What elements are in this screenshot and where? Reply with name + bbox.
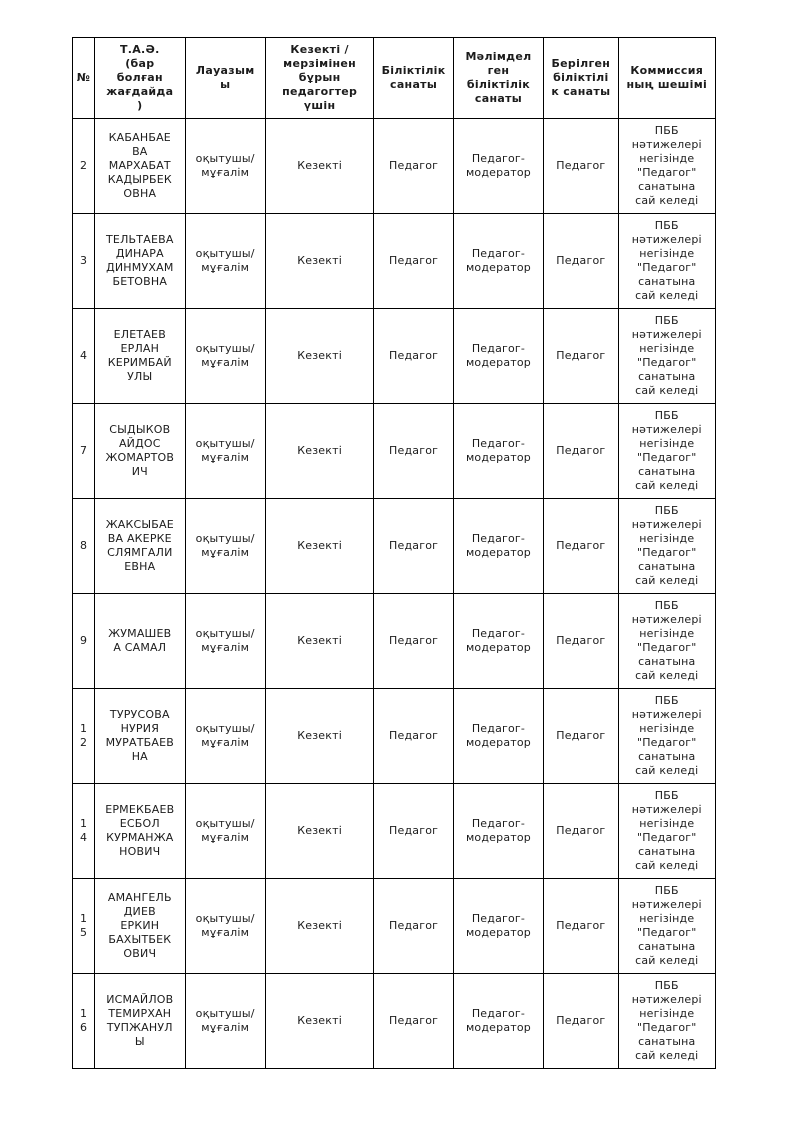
position-cell: оқытушы/​мұғалім bbox=[185, 309, 265, 404]
table-row bbox=[73, 594, 716, 689]
awarded-category-cell: Педагог bbox=[544, 214, 618, 309]
teacher-name-cell: ЕЛЕТАЕВ ЕРЛАН КЕРИМБАЙ​УЛЫ bbox=[95, 309, 185, 404]
declared-category-cell: Педагог-модератор bbox=[453, 404, 543, 499]
attestation-type-cell: Кезекті bbox=[265, 119, 374, 214]
current-category-cell: Педагог bbox=[374, 404, 453, 499]
row-number-cell: 2 bbox=[73, 119, 95, 214]
teacher-name-cell: ЕРМЕКБАЕВ ЕСБОЛ КУРМАНЖА​НОВИЧ bbox=[95, 784, 185, 879]
row-number-cell: 15 bbox=[73, 879, 95, 974]
table-row bbox=[73, 974, 716, 1069]
teacher-name-cell: ЖАКСЫБАЕ​ВА АКЕРКЕ СЛЯМГАЛИ​ЕВНА bbox=[95, 499, 185, 594]
declared-category-cell: Педагог-модератор bbox=[453, 309, 543, 404]
attestation-type-cell: Кезекті bbox=[265, 499, 374, 594]
attestation-type-cell: Кезекті bbox=[265, 404, 374, 499]
attestation-type-cell: Кезекті bbox=[265, 689, 374, 784]
awarded-category-cell: Педагог bbox=[544, 119, 618, 214]
table-row bbox=[73, 309, 716, 404]
position-cell: оқытушы/​мұғалім bbox=[185, 594, 265, 689]
declared-category-cell: Педагог-модератор bbox=[453, 879, 543, 974]
row-number-cell: 3 bbox=[73, 214, 95, 309]
col-header-position: Лауазымы bbox=[185, 38, 265, 119]
row-number-cell: 16 bbox=[73, 974, 95, 1069]
attestation-type-cell: Кезекті bbox=[265, 594, 374, 689]
current-category-cell: Педагог bbox=[374, 784, 453, 879]
col-header-attestation-type: Кезекті / мерзімінен бұрын педагогтер үшін bbox=[265, 38, 374, 119]
teacher-name-cell: АМАНГЕЛЬ​ДИЕВ ЕРКИН БАХЫТБЕК​ОВИЧ bbox=[95, 879, 185, 974]
table-row bbox=[73, 879, 716, 974]
awarded-category-cell: Педагог bbox=[544, 404, 618, 499]
declared-category-cell: Педагог-модератор bbox=[453, 214, 543, 309]
attestation-type-cell: Кезекті bbox=[265, 974, 374, 1069]
col-header-commission-decision: Коммиссия​ның шешімі bbox=[618, 38, 715, 119]
teacher-name-cell: ЖУМАШЕВ​А САМАЛ bbox=[95, 594, 185, 689]
col-header-num: № bbox=[73, 38, 95, 119]
current-category-cell: Педагог bbox=[374, 879, 453, 974]
commission-decision-cell: ПББ нәтижелері негізінде "Педагог" санатына сай келеді bbox=[618, 594, 715, 689]
current-category-cell: Педагог bbox=[374, 214, 453, 309]
commission-decision-cell: ПББ нәтижелері негізінде "Педагог" санатына сай келеді bbox=[618, 404, 715, 499]
position-cell: оқытушы/​мұғалім bbox=[185, 214, 265, 309]
col-header-current-category: Біліктілік санаты bbox=[374, 38, 453, 119]
awarded-category-cell: Педагог bbox=[544, 499, 618, 594]
attestation-type-cell: Кезекті bbox=[265, 879, 374, 974]
declared-category-cell: Педагог-модератор bbox=[453, 974, 543, 1069]
awarded-category-cell: Педагог bbox=[544, 689, 618, 784]
commission-decision-cell: ПББ нәтижелері негізінде "Педагог" санатына сай келеді bbox=[618, 689, 715, 784]
teacher-name-cell: ТУРУСОВА НУРИЯ МУРАТБАЕВ​НА bbox=[95, 689, 185, 784]
col-header-awarded-category: Берілген біліктілік санаты bbox=[544, 38, 618, 119]
awarded-category-cell: Педагог bbox=[544, 309, 618, 404]
declared-category-cell: Педагог-модератор bbox=[453, 119, 543, 214]
teacher-name-cell: СЫДЫКОВ АЙДОС ЖОМАРТОВ​ИЧ bbox=[95, 404, 185, 499]
awarded-category-cell: Педагог bbox=[544, 879, 618, 974]
row-number-cell: 8 bbox=[73, 499, 95, 594]
table-row bbox=[73, 784, 716, 879]
row-number-cell: 9 bbox=[73, 594, 95, 689]
awarded-category-cell: Педагог bbox=[544, 594, 618, 689]
commission-decision-cell: ПББ нәтижелері негізінде "Педагог" санатына сай келеді bbox=[618, 119, 715, 214]
table-row bbox=[73, 214, 716, 309]
position-cell: оқытушы/​мұғалім bbox=[185, 499, 265, 594]
position-cell: оқытушы/​мұғалім bbox=[185, 784, 265, 879]
commission-decision-cell: ПББ нәтижелері негізінде "Педагог" санатына сай келеді bbox=[618, 974, 715, 1069]
col-header-name: Т.А.Ә. (бар болған жағдайда ) bbox=[95, 38, 185, 119]
col-header-declared-category: Мәлімдел​ген біліктілік санаты bbox=[453, 38, 543, 119]
row-number-cell: 14 bbox=[73, 784, 95, 879]
attestation-type-cell: Кезекті bbox=[265, 309, 374, 404]
declared-category-cell: Педагог-модератор bbox=[453, 594, 543, 689]
teacher-name-cell: ТЕЛЬТАЕВА ДИНАРА ДИНМУХАМ​БЕТОВНА bbox=[95, 214, 185, 309]
declared-category-cell: Педагог-модератор bbox=[453, 784, 543, 879]
commission-decision-cell: ПББ нәтижелері негізінде "Педагог" санатына сай келеді bbox=[618, 784, 715, 879]
current-category-cell: Педагог bbox=[374, 499, 453, 594]
current-category-cell: Педагог bbox=[374, 119, 453, 214]
commission-decision-cell: ПББ нәтижелері негізінде "Педагог" санатына сай келеді bbox=[618, 879, 715, 974]
row-number-cell: 12 bbox=[73, 689, 95, 784]
position-cell: оқытушы/​мұғалім bbox=[185, 689, 265, 784]
declared-category-cell: Педагог-модератор bbox=[453, 689, 543, 784]
teacher-name-cell: ИСМАЙЛОВ ТЕМИРХАН ТУПЖАНУЛ​Ы bbox=[95, 974, 185, 1069]
position-cell: оқытушы/​мұғалім bbox=[185, 974, 265, 1069]
commission-decision-cell: ПББ нәтижелері негізінде "Педагог" санатына сай келеді bbox=[618, 214, 715, 309]
current-category-cell: Педагог bbox=[374, 594, 453, 689]
commission-decision-cell: ПББ нәтижелері негізінде "Педагог" санатына сай келеді bbox=[618, 499, 715, 594]
row-number-cell: 4 bbox=[73, 309, 95, 404]
position-cell: оқытушы/​мұғалім bbox=[185, 879, 265, 974]
position-cell: оқытушы/​мұғалім bbox=[185, 404, 265, 499]
attestation-type-cell: Кезекті bbox=[265, 784, 374, 879]
table-row bbox=[73, 689, 716, 784]
awarded-category-cell: Педагог bbox=[544, 974, 618, 1069]
table-row bbox=[73, 119, 716, 214]
declared-category-cell: Педагог-модератор bbox=[453, 499, 543, 594]
current-category-cell: Педагог bbox=[374, 309, 453, 404]
current-category-cell: Педагог bbox=[374, 689, 453, 784]
table-header bbox=[73, 38, 716, 119]
commission-decision-cell: ПББ нәтижелері негізінде "Педагог" санатына сай келеді bbox=[618, 309, 715, 404]
table-row bbox=[73, 404, 716, 499]
header-row bbox=[73, 38, 716, 119]
attestation-table bbox=[72, 37, 716, 1069]
table-body bbox=[73, 119, 716, 1069]
current-category-cell: Педагог bbox=[374, 974, 453, 1069]
row-number-cell: 7 bbox=[73, 404, 95, 499]
attestation-type-cell: Кезекті bbox=[265, 214, 374, 309]
teacher-name-cell: КАБАНБАЕВ​А МАРХАБАТ КАДЫРБЕК​ОВНА bbox=[95, 119, 185, 214]
table-row bbox=[73, 499, 716, 594]
awarded-category-cell: Педагог bbox=[544, 784, 618, 879]
position-cell: оқытушы/​мұғалім bbox=[185, 119, 265, 214]
